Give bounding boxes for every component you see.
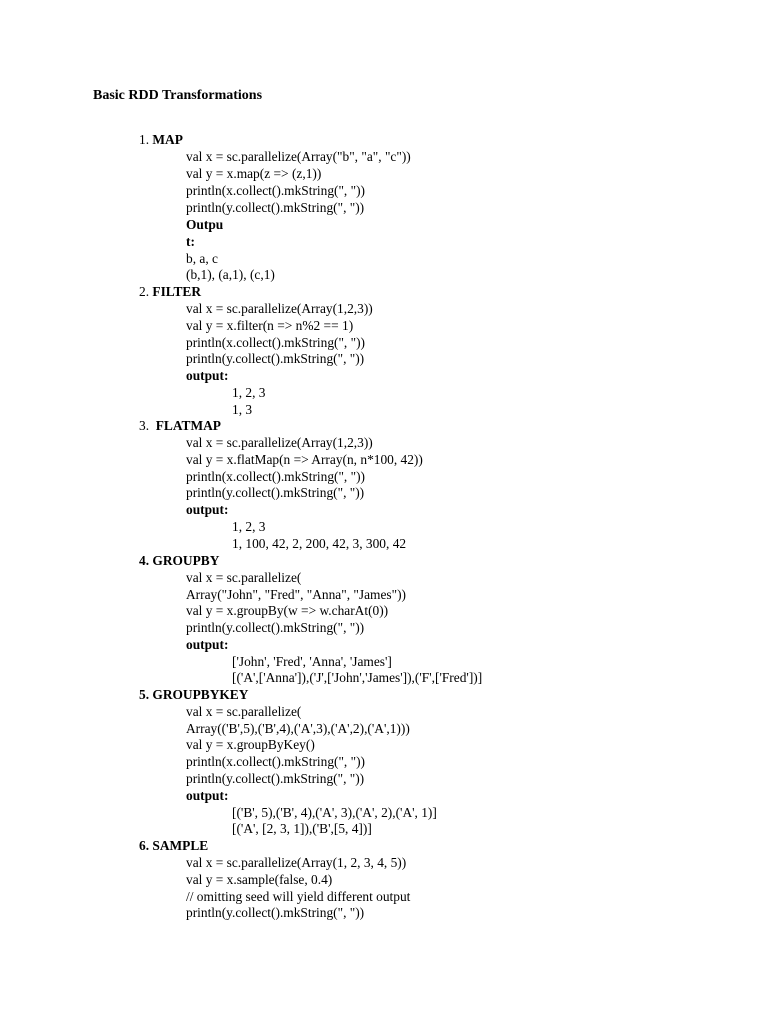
output-line: [('A', [2, 3, 1]),('B',[5, 4])] [232, 821, 372, 836]
code-line: println(y.collect().mkString(", ")) [186, 771, 365, 786]
document-title: Basic RDD Transformations [93, 88, 263, 103]
code-line: println(y.collect().mkString(", ")) [186, 620, 365, 635]
section-number: 2. [139, 284, 150, 299]
output-line: 1, 2, 3 [232, 385, 266, 400]
section-name: GROUPBY [152, 553, 220, 568]
output-line: 1, 2, 3 [232, 519, 266, 534]
code-line: val y = x.sample(false, 0.4) [186, 872, 333, 887]
code-line: println(x.collect().mkString(", ")) [186, 335, 366, 350]
code-line: println(y.collect().mkString(", ")) [186, 351, 365, 366]
output-label: output: [186, 368, 229, 383]
section-name: SAMPLE [152, 838, 209, 853]
code-line: val y = x.groupByKey() [186, 737, 315, 752]
code-line: println(x.collect().mkString(", ")) [186, 469, 366, 484]
section-number: 3. [139, 418, 150, 433]
output-line: b, a, c [186, 251, 218, 266]
section-heading-filter [139, 283, 201, 300]
section-heading-groupby [139, 552, 219, 569]
section-heading-sample [139, 837, 208, 854]
output-line: 1, 100, 42, 2, 200, 42, 3, 300, 42 [232, 536, 407, 551]
code-line: val x = sc.parallelize(Array(1, 2, 3, 4, 5)) [186, 855, 407, 870]
code-line: println(y.collect().mkString(", ")) [186, 485, 365, 500]
section-heading-map [139, 131, 183, 148]
code-line: println(x.collect().mkString(", ")) [186, 183, 366, 198]
code-line: val x = sc.parallelize( [186, 704, 302, 719]
output-label: t: [186, 234, 195, 249]
section-number: 5. [139, 687, 150, 702]
output-line: [('A',['Anna']),('J',['John','James']),('F',['Fred'])] [232, 670, 483, 685]
section-name: GROUPBYKEY [152, 687, 249, 702]
code-line: println(y.collect().mkString(", ")) [186, 200, 365, 215]
output-label: output: [186, 502, 229, 517]
code-line: val x = sc.parallelize(Array(1,2,3)) [186, 435, 373, 450]
section-heading-groupbykey [139, 686, 248, 703]
output-line: ['John', 'Fred', 'Anna', 'James'] [232, 654, 392, 669]
output-label: Outpu [186, 217, 224, 232]
section-number: 1. [139, 132, 150, 147]
output-line: [('B', 5),('B', 4),('A', 3),('A', 2),('A', 1)] [232, 805, 437, 820]
output-label: output: [186, 637, 229, 652]
code-line: Array("John", "Fred", "Anna", "James")) [186, 587, 406, 602]
code-line: val y = x.filter(n => n%2 == 1) [186, 318, 354, 333]
code-line: val x = sc.parallelize(Array("b", "a", "c")) [186, 149, 411, 164]
output-line: (b,1), (a,1), (c,1) [186, 267, 275, 282]
code-line: val x = sc.parallelize( [186, 570, 302, 585]
code-line: Array(('B',5),('B',4),('A',3),('A',2),('A',1))) [186, 721, 410, 736]
section-number: 6. [139, 838, 150, 853]
section-number: 4. [139, 553, 150, 568]
code-line: // omitting seed will yield different output [186, 889, 411, 904]
code-line: val x = sc.parallelize(Array(1,2,3)) [186, 301, 373, 316]
output-line: 1, 3 [232, 402, 253, 417]
code-line: println(x.collect().mkString(", ")) [186, 754, 366, 769]
section-heading-flatmap [139, 417, 221, 434]
code-line: println(y.collect().mkString(", ")) [186, 905, 365, 920]
code-line: val y = x.groupBy(w => w.charAt(0)) [186, 603, 389, 618]
code-line: val y = x.flatMap(n => Array(n, n*100, 42)) [186, 452, 423, 467]
section-name: FLATMAP [155, 418, 221, 433]
section-name: FILTER [152, 284, 202, 299]
code-line: val y = x.map(z => (z,1)) [186, 166, 322, 181]
output-label: output: [186, 788, 229, 803]
section-name: MAP [152, 132, 183, 147]
